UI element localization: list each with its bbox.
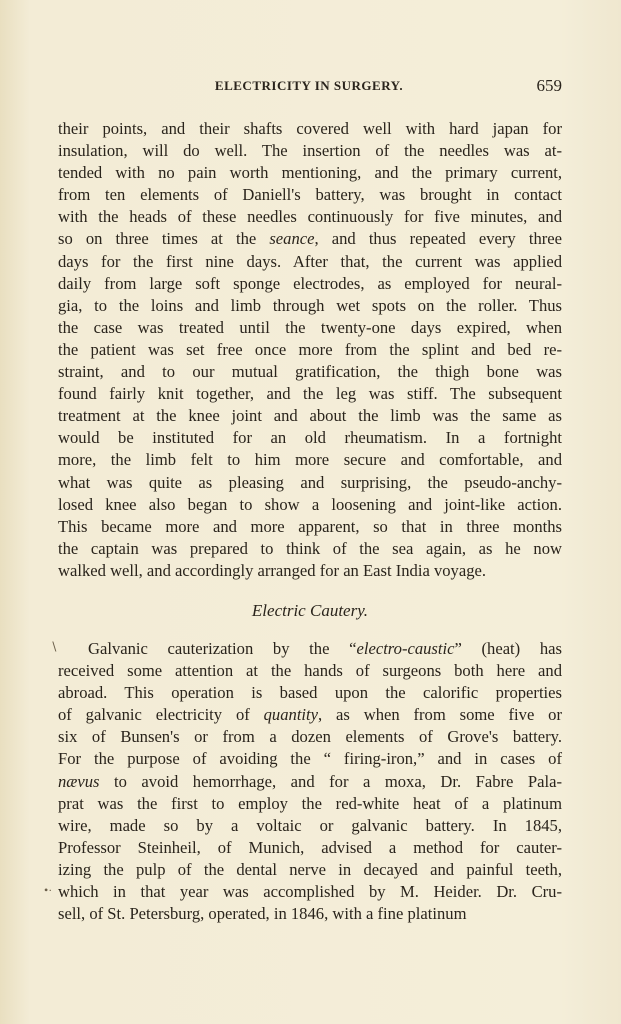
margin-mark: •· — [44, 883, 53, 897]
text-line: sell, of St. Petersburg, operated, in 1846, with a fine platinum — [58, 904, 467, 924]
text-line: walked well, and accordingly arranged for an East India voyage. — [58, 560, 487, 580]
text-line: would be instituted for an old rheumatism. In a fortnight — [58, 428, 562, 448]
text-line: izing the pulp of the dental nerve in decayed and painful teeth, — [58, 859, 562, 879]
text-line: gia, to the loins and limb through wet spots on the roller. Thus — [58, 295, 562, 315]
margin-mark: ∖ — [50, 640, 58, 654]
section-heading: Electric Cautery. — [251, 600, 369, 620]
text-line: nævus to avoid hemorrhage, and for a moxa, Dr. Fabre Pala- — [58, 771, 562, 791]
body-text — [58, 118, 562, 925]
running-title: ELECTRICITY IN SURGERY. — [214, 78, 404, 93]
paragraph-1 — [58, 118, 562, 582]
text-line: Galvanic cauterization by the “electro-caustic” (heat) has — [88, 638, 562, 658]
text-line: six of Bunsen's or from a dozen elements of Grove's battery. — [58, 727, 562, 747]
text-line: losed knee also began to show a loosening and joint-like action. — [58, 494, 562, 514]
paragraph-2 — [58, 638, 562, 925]
text-line: their points, and their shafts covered well with hard japan for — [58, 119, 562, 138]
text-line: insulation, will do well. The insertion of the needles was at- — [58, 141, 562, 161]
text-line: of galvanic electricity of quantity, as when from some five or — [58, 705, 562, 725]
text-line: wire, made so by a voltaic or galvanic battery. In 1845, — [58, 815, 562, 835]
text-line: days for the first nine days. After that, the current was applied — [58, 251, 562, 271]
text-line: This became more and more apparent, so that in three months — [58, 516, 562, 536]
text-line: the patient was set free once more from the splint and bed re- — [58, 339, 562, 359]
text-line: so on three times at the seance, and thus repeated every three — [58, 229, 562, 249]
text-line: more, the limb felt to him more secure and comfortable, and — [58, 450, 562, 470]
text-line: tended with no pain worth mentioning, and the primary current, — [58, 163, 562, 183]
text-line: found fairly knit together, and the leg was stiff. The subsequent — [58, 384, 562, 404]
text-line: treatment at the knee joint and about the limb was the same as — [58, 406, 562, 426]
text-line: the captain was prepared to think of the sea again, as he now — [58, 538, 562, 558]
text-line: For the purpose of avoiding the “ firing-iron,” and in cases of — [58, 749, 562, 769]
text-line: the case was treated until the twenty-one days expired, when — [58, 317, 562, 337]
text-line: from ten elements of Daniell's battery, was brought in contact — [58, 185, 562, 205]
text-line: which in that year was accomplished by M. Heider. Dr. Cru- — [58, 882, 562, 901]
text-line: with the heads of these needles continuously for five minutes, and — [58, 207, 562, 227]
text-line: abroad. This operation is based upon the calorific properties — [58, 683, 562, 703]
text-line: daily from large soft sponge electrodes, as employed for neural- — [58, 273, 562, 293]
running-head — [56, 78, 562, 98]
text-line: prat was the first to employ the red-white heat of a platinum — [58, 793, 562, 813]
text-line: straint, and to our mutual gratification, the thigh bone was — [58, 362, 562, 382]
text-line: received some attention at the hands of surgeons both here and — [58, 661, 562, 681]
page-number: 659 — [536, 76, 562, 95]
text-line: Professor Steinheil, of Munich, advised a method for cauter- — [58, 837, 562, 857]
text-line: what was quite as pleasing and surprising, the pseudo-anchy- — [58, 472, 562, 492]
